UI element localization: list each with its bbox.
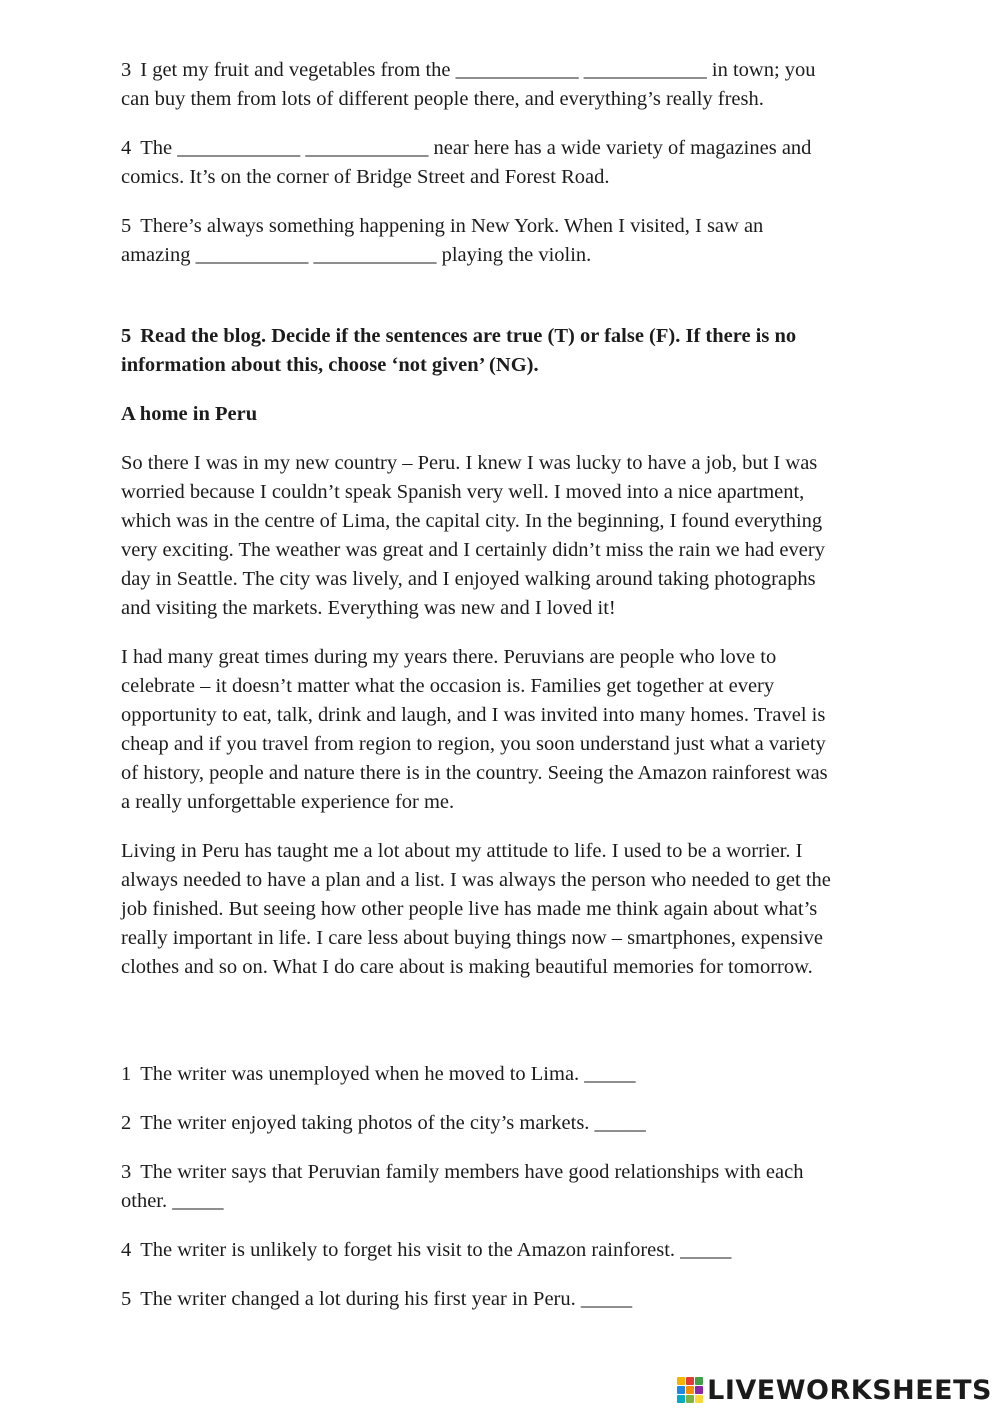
exercise-number: 5 bbox=[121, 325, 132, 347]
worksheet-page bbox=[121, 56, 891, 1334]
question-number: 3 bbox=[121, 1161, 132, 1183]
question-4[interactable] bbox=[121, 1236, 891, 1265]
blog-line: worried because I couldn’t speak Spanish very well. I moved into a nice apartment, bbox=[121, 481, 805, 503]
question-number: 5 bbox=[121, 1288, 132, 1310]
gapfill-item-5 bbox=[121, 212, 891, 270]
liveworksheets-logo bbox=[677, 1373, 992, 1407]
blog-title: A home in Peru bbox=[121, 403, 258, 425]
logo-tile bbox=[677, 1377, 685, 1385]
question-number: 2 bbox=[121, 1112, 132, 1134]
item-text-line2: can buy them from lots of different people there, and everything’s really fresh. bbox=[121, 88, 764, 110]
blog-paragraph-3 bbox=[121, 837, 891, 982]
logo-tile bbox=[686, 1377, 694, 1385]
logo-tile bbox=[695, 1377, 703, 1385]
logo-tile bbox=[695, 1386, 703, 1394]
item-text-line1: There’s always something happening in New York. When I visited, I saw an bbox=[140, 215, 764, 237]
spacer bbox=[121, 1002, 891, 1060]
question-text: The writer changed a lot during his first year in Peru. _____ bbox=[140, 1288, 633, 1310]
blog-line: always needed to have a plan and a list. I was always the person who needed to get the bbox=[121, 869, 831, 891]
question-text: The writer is unlikely to forget his visit to the Amazon rainforest. _____ bbox=[140, 1239, 732, 1261]
question-number: 1 bbox=[121, 1063, 132, 1085]
blog-line: opportunity to eat, talk, drink and laugh, and I was invited into many homes. Travel is bbox=[121, 704, 826, 726]
blog-line: and visiting the markets. Everything was new and I loved it! bbox=[121, 597, 616, 619]
logo-tile bbox=[686, 1395, 694, 1403]
blog-paragraph-1 bbox=[121, 449, 891, 623]
blog-line: day in Seattle. The city was lively, and I enjoyed walking around taking photographs bbox=[121, 568, 816, 590]
question-2[interactable] bbox=[121, 1109, 891, 1138]
blog-line: job finished. But seeing how other people live has made me think again about what’s bbox=[121, 898, 818, 920]
item-number: 5 bbox=[121, 215, 132, 237]
blog-line: a really unforgettable experience for me. bbox=[121, 791, 455, 813]
logo-tile bbox=[677, 1386, 685, 1394]
logo-tile bbox=[686, 1386, 694, 1394]
blog-line: celebrate – it doesn’t matter what the occasion is. Families get together at every bbox=[121, 675, 775, 697]
item-number: 4 bbox=[121, 137, 132, 159]
question-3[interactable] bbox=[121, 1158, 891, 1216]
question-text-line2: other. _____ bbox=[121, 1190, 224, 1212]
blog-line: which was in the centre of Lima, the capital city. In the beginning, I found everything bbox=[121, 510, 823, 532]
question-text: The writer was unemployed when he moved to Lima. _____ bbox=[140, 1063, 636, 1085]
blog-line: I had many great times during my years there. Peruvians are people who love to bbox=[121, 646, 777, 668]
logo-tile bbox=[695, 1395, 703, 1403]
instruction-line1: Read the blog. Decide if the sentences are true (T) or false (F). If there is no bbox=[140, 325, 797, 347]
item-text-line2: amazing ___________ ____________ playing the violin. bbox=[121, 244, 592, 266]
logo-text: LIVEWORKSHEETS bbox=[707, 1374, 992, 1406]
instruction-line2: information about this, choose ‘not given’ (NG). bbox=[121, 354, 539, 376]
item-number: 3 bbox=[121, 59, 132, 81]
item-text-line2: comics. It’s on the corner of Bridge Street and Forest Road. bbox=[121, 166, 610, 188]
question-5[interactable] bbox=[121, 1285, 891, 1314]
exercise-5-instruction bbox=[121, 322, 891, 380]
question-text: The writer says that Peruvian family members have good relationships with each bbox=[140, 1161, 804, 1183]
logo-grid-icon bbox=[677, 1377, 703, 1403]
blog-line: cheap and if you travel from region to region, you soon understand just what a variety bbox=[121, 733, 826, 755]
item-text-line1: I get my fruit and vegetables from the ____________ ____________ in town; you bbox=[140, 59, 816, 81]
question-1[interactable] bbox=[121, 1060, 891, 1089]
item-text-line1: The ____________ ____________ near here has a wide variety of magazines and bbox=[140, 137, 812, 159]
blog-line: very exciting. The weather was great and I certainly didn’t miss the rain we had every bbox=[121, 539, 825, 561]
blog-paragraph-2 bbox=[121, 643, 891, 817]
question-number: 4 bbox=[121, 1239, 132, 1261]
blog-line: really important in life. I care less about buying things now – smartphones, expensive bbox=[121, 927, 823, 949]
gapfill-item-4 bbox=[121, 134, 891, 192]
blog-line: clothes and so on. What I do care about is making beautiful memories for tomorrow. bbox=[121, 956, 813, 978]
gapfill-item-3 bbox=[121, 56, 891, 114]
question-text: The writer enjoyed taking photos of the city’s markets. _____ bbox=[140, 1112, 646, 1134]
blog-line: of history, people and nature there is in the country. Seeing the Amazon rainforest was bbox=[121, 762, 828, 784]
blog-line: So there I was in my new country – Peru. I knew I was lucky to have a job, but I was bbox=[121, 452, 818, 474]
logo-tile bbox=[677, 1395, 685, 1403]
blog-line: Living in Peru has taught me a lot about my attitude to life. I used to be a worrier. I bbox=[121, 840, 803, 862]
